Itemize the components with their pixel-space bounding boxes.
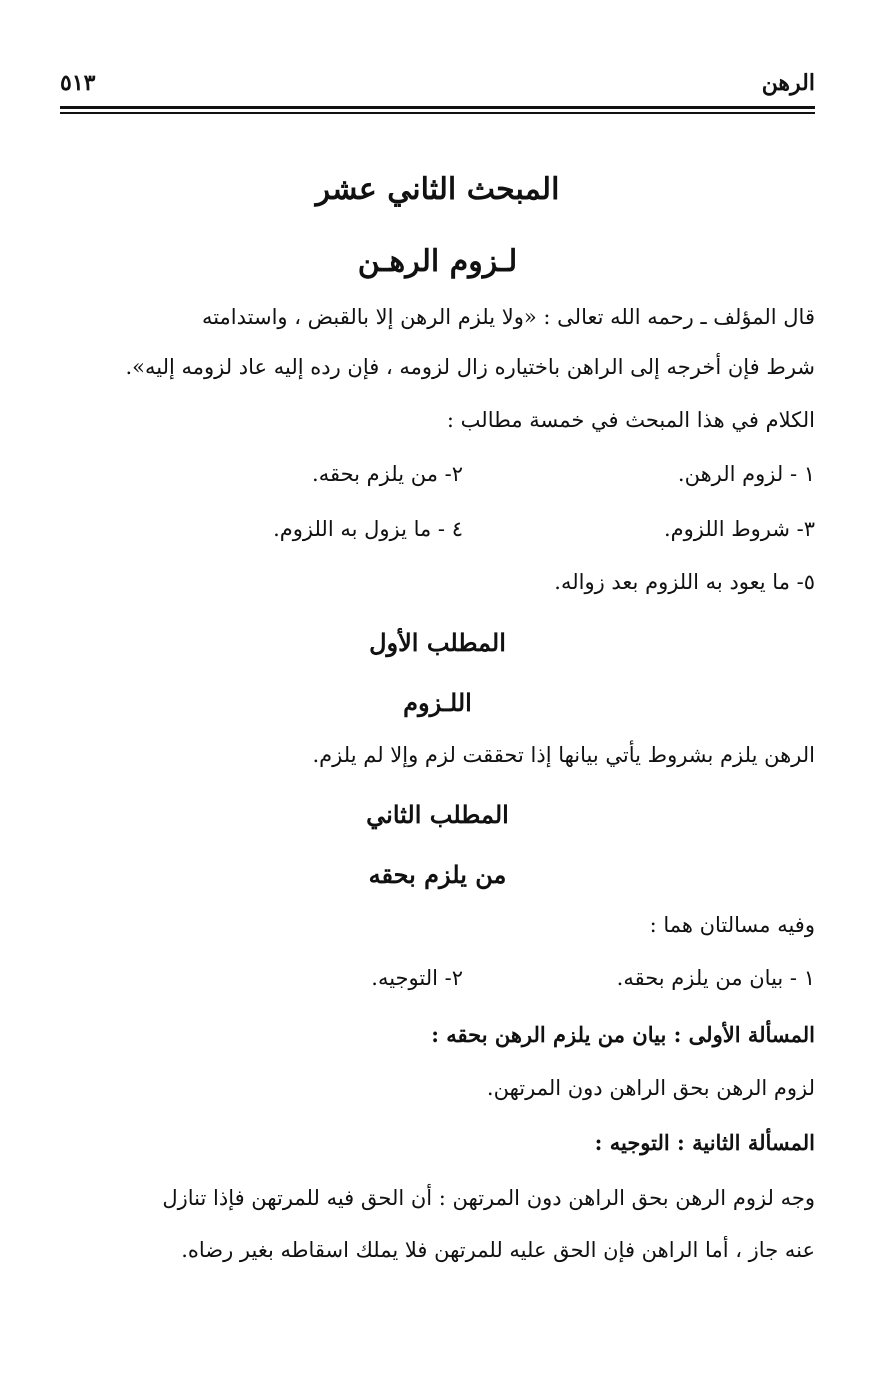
matlab-1-heading: المطلب الأول bbox=[369, 628, 506, 657]
section-heading: المبحث الثاني عشر bbox=[315, 172, 560, 207]
question-2-line-1: وجه لزوم الرهن بحق الراهن دون المرتهن : أن الحق فيه للمرتهن فإذا تنازل bbox=[162, 1186, 815, 1210]
matlab-2-intro: وفيه مسالتان هما : bbox=[649, 913, 815, 937]
outline-item-4: ٤ - ما يزول به اللزوم. bbox=[273, 517, 463, 541]
header-rule-thick bbox=[60, 106, 815, 109]
outline-item-1: ١ - لزوم الرهن. bbox=[677, 462, 815, 486]
running-header bbox=[60, 66, 815, 106]
question-1-text: لزوم الرهن بحق الراهن دون المرتهن. bbox=[486, 1076, 815, 1100]
question-1-title: المسألة الأولى : بيان من يلزم الرهن بحقه : bbox=[431, 1022, 815, 1047]
question-2-line-2: عنه جاز ، أما الراهن فإن الحق عليه للمرتهن فلا يملك اسقاطه بغير رضاه. bbox=[181, 1238, 815, 1262]
outline-intro: الكلام في هذا المبحث في خمسة مطالب : bbox=[446, 408, 815, 432]
intro-line-2: شرط فإن أخرجه إلى الراهن باختياره زال لزومه ، فإن رده إليه عاد لزومه إليه». bbox=[125, 355, 815, 379]
outline-item-5: ٥- ما يعود به اللزوم بعد زواله. bbox=[554, 570, 815, 594]
chapter-title: الرهن bbox=[761, 70, 815, 96]
matlab-2-item-2: ٢- التوجيه. bbox=[371, 966, 463, 990]
matlab-1-title: اللـزوم bbox=[403, 688, 472, 717]
page-number: ٥١٣ bbox=[60, 70, 96, 96]
outline-item-2: ٢- من يلزم بحقه. bbox=[312, 462, 463, 486]
question-2-title: المسألة الثانية : التوجيه : bbox=[594, 1130, 815, 1155]
matlab-2-title: من يلزم بحقه bbox=[368, 860, 507, 889]
section-title: لـزوم الرهـن bbox=[357, 244, 518, 279]
matlab-2-heading: المطلب الثاني bbox=[366, 800, 509, 829]
outline-item-3: ٣- شروط اللزوم. bbox=[663, 517, 815, 541]
header-rule-thin bbox=[60, 112, 815, 114]
matlab-2-item-1: ١ - بيان من يلزم بحقه. bbox=[616, 966, 815, 990]
intro-line-1: قال المؤلف ـ رحمه الله تعالى : «ولا يلزم الرهن إلا بالقبض ، واستدامته bbox=[201, 305, 815, 329]
matlab-1-text: الرهن يلزم بشروط يأتي بيانها إذا تحققت لزم وإلا لم يلزم. bbox=[312, 743, 815, 767]
